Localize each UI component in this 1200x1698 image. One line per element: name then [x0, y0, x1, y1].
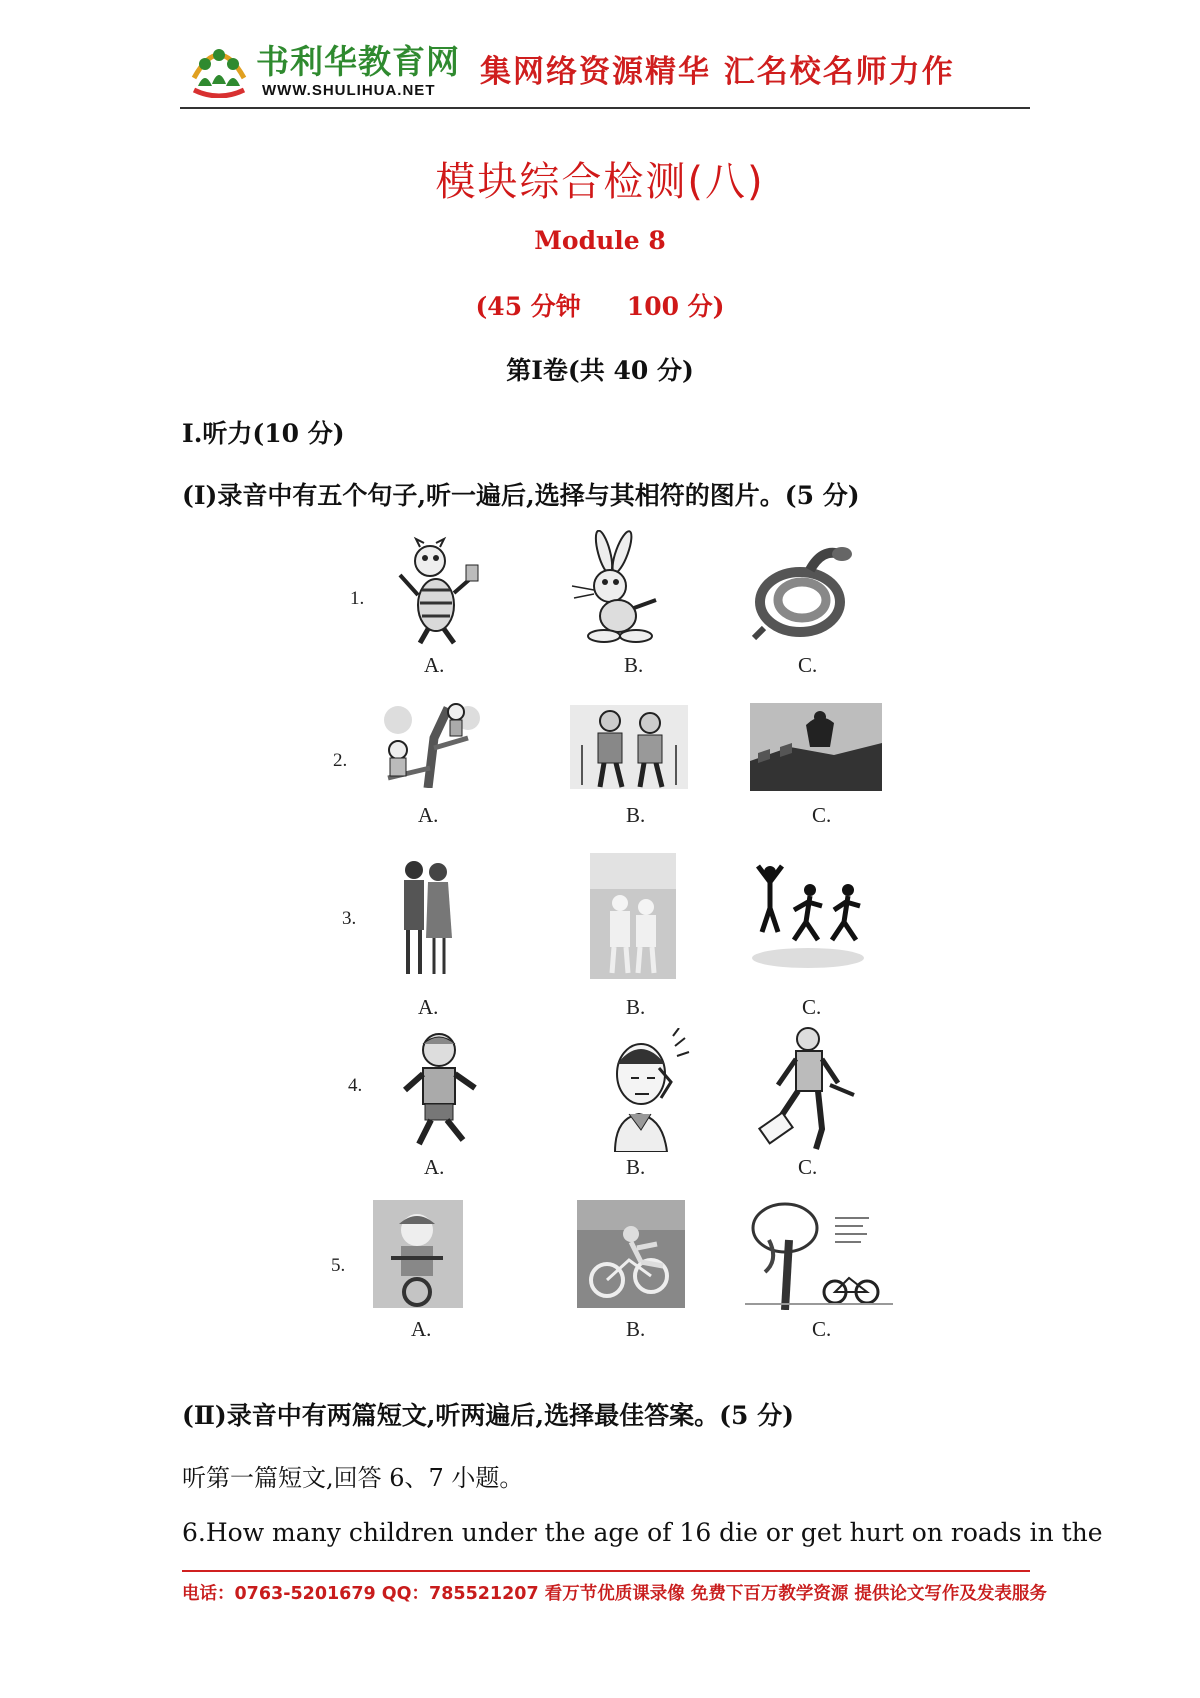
option-label: A.: [418, 803, 439, 827]
page-title: 模块综合检测(八): [435, 159, 765, 205]
great-wall-icon: [750, 703, 882, 791]
time-minutes: (45 分钟: [475, 292, 581, 321]
option-label: B.: [626, 1317, 646, 1341]
children-tree-icon: [368, 698, 488, 788]
question-number: 3.: [342, 908, 357, 929]
passage-intro: 听第一篇短文,回答 6、7 小题。: [182, 1464, 524, 1492]
option-label: B.: [626, 1155, 646, 1179]
site-header: [180, 30, 1030, 108]
option-label: B.: [626, 995, 646, 1019]
rabbit-icon: [560, 530, 670, 648]
question-number: 2.: [333, 750, 348, 771]
option-label: C.: [812, 1317, 832, 1341]
section-part1-instructions: (Ⅰ)录音中有五个句子,听一遍后,选择与其相符的图片。(5 分): [182, 481, 860, 510]
snake-icon: [750, 540, 856, 642]
option-label: C.: [802, 995, 822, 1019]
part-heading: 第Ⅰ卷(共 40 分): [506, 356, 694, 385]
footer-divider: [182, 1570, 1030, 1572]
tiger-icon: [390, 535, 488, 647]
option-label: C.: [812, 803, 832, 827]
hikers-icon: [570, 705, 688, 789]
question-6: 6.How many children under the age of 16 die or get hurt on roads in the: [182, 1518, 1103, 1547]
option-label: A.: [424, 1155, 445, 1179]
time-score-total: 100 分): [626, 292, 725, 321]
module-subtitle: Module 8: [534, 226, 666, 255]
question-number: 4.: [348, 1075, 363, 1096]
header-divider: [180, 107, 1030, 109]
logo-url: WWW.SHULIHUA.NET: [262, 82, 436, 99]
bike-accident-icon: [577, 1200, 685, 1308]
bike-tree-icon: [745, 1200, 893, 1310]
option-label: A.: [418, 995, 439, 1019]
question-number: 5.: [331, 1255, 346, 1276]
footer-contact: 电话：0763-5201679 QQ：785521207 看万节优质课录像 免费下百万教学资源 提供论文写作及发表服务: [182, 1584, 1047, 1604]
header-slogan: 集网络资源精华 汇名校名师力作: [480, 54, 955, 90]
broken-leg-icon: [758, 1025, 858, 1153]
headache-icon: [595, 1028, 693, 1152]
option-label: B.: [626, 803, 646, 827]
logo-icon: [190, 38, 248, 98]
section-part2-instructions: (Ⅱ)录音中有两篇短文,听两遍后,选择最佳答案。(5 分): [182, 1401, 794, 1430]
time-score: [0, 287, 1200, 323]
option-label: A.: [424, 653, 445, 677]
option-label: B.: [624, 653, 644, 677]
section-listening: Ⅰ.听力(10 分): [182, 419, 345, 448]
option-label: C.: [798, 1155, 818, 1179]
child-bicycle-icon: [373, 1200, 463, 1308]
logo-text: 书利华教育网: [256, 42, 460, 81]
couple-icon: [400, 858, 456, 978]
option-label: A.: [411, 1317, 432, 1341]
option-label: C.: [798, 653, 818, 677]
elderly-couple-icon: [590, 853, 676, 979]
boy-running-icon: [395, 1030, 487, 1150]
question-number: 1.: [350, 588, 365, 609]
runners-icon: [750, 860, 866, 972]
